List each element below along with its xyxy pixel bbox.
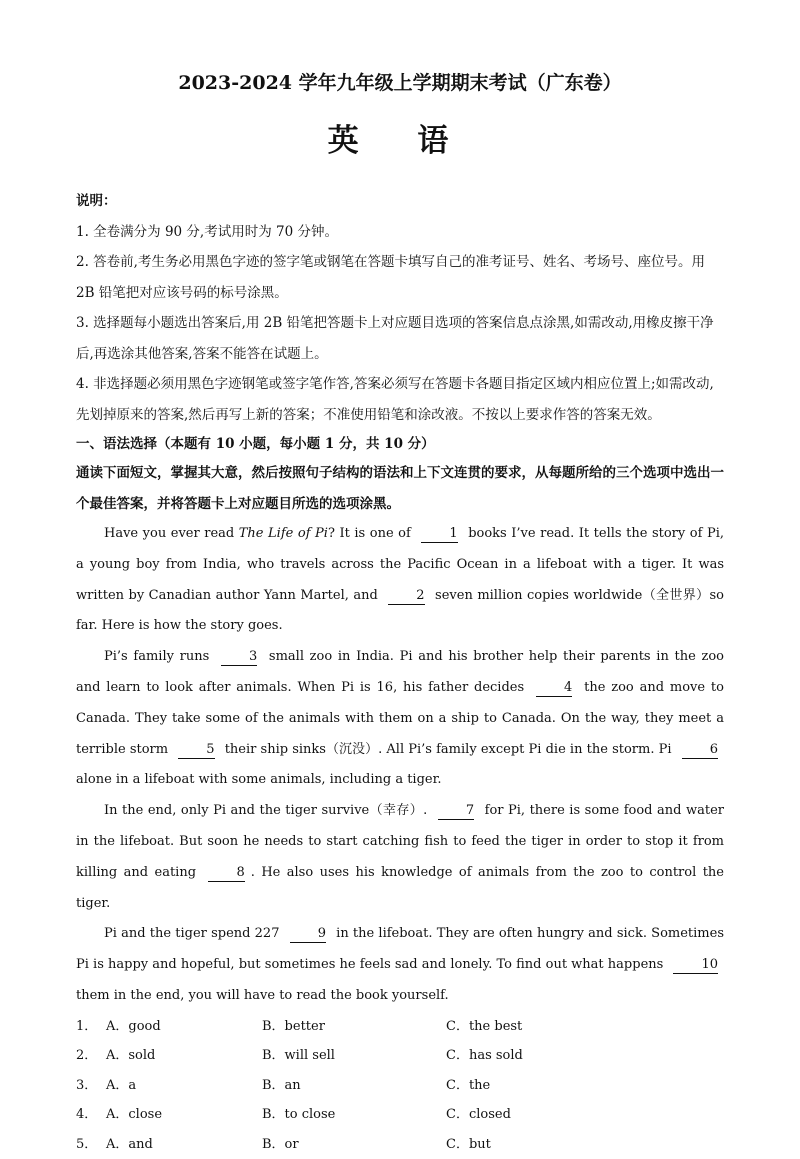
notes-heading: 说明： [76,193,117,209]
passage-text: their ship sinks（沉没）. All Pi’s family except Pi die in the storm. Pi [220,741,676,757]
blank-3: 3 [221,649,257,666]
note-item: 2. 答卷前,考生务必用黑色字迹的签字笔或钢笔在答题卡填写自己的准考证号、姓名、考场号、座位号。用 2B 铅笔把对应该号码的标号涂黑。 [76,254,705,301]
passage-text: Pi’s family runs [104,649,215,665]
passage-paragraph [76,519,724,642]
option-c[interactable]: C．the [446,1077,491,1093]
question-row [76,1130,724,1159]
option-b[interactable]: B．to close [262,1107,336,1123]
passage-text: alone in a lifeboat with some animals, including a tiger. [76,772,442,788]
question-row [76,1071,724,1101]
passage-text: seven million copies worldwide（全世界）so far. Here is how the story goes. [76,587,724,634]
passage-text: the zoo and move to Canada. They take some of the animals with them on a ship to Canada. On the way, they meet a terrible storm [76,679,724,757]
book-title: The Life of Pi [238,526,328,541]
blank-5: 5 [178,742,214,759]
section-title: 一、语法选择（本题有 10 小题，每小题 1 分，共 10 分） [76,436,435,452]
passage-text: . He also uses his knowledge of animals from the zoo to control the tiger. [76,864,724,911]
question-number: 3． [76,1077,98,1093]
passage-paragraph [76,796,724,919]
blank-4: 4 [536,680,572,697]
exam-page [76,64,724,1159]
question-number: 2． [76,1048,98,1064]
passage-text: them in the end, you will have to read the book yourself. [76,987,449,1003]
instructions-notes [76,186,724,430]
passage-paragraph [76,919,724,1011]
passage-text: small zoo in India. Pi and his brother help their parents in the zoo and learn to look after animals. When Pi is 16, his father decides [76,649,724,695]
option-b[interactable]: B．an [262,1077,301,1093]
blank-9: 9 [290,926,326,943]
question-number: 1． [76,1018,98,1034]
blank-10: 10 [673,957,718,974]
section-instruction: 通读下面短文，掌握其大意，然后按照句子结构的语法和上下文连贯的要求，从每题所给的三个选项中选出一个最佳答案，并将答题卡上对应题目所选的选项涂黑。 [76,465,724,512]
note-item: 3. 选择题每小题选出答案后,用 2B 铅笔把答题卡上对应题目选项的答案信息点涂黑,如需改动,用橡皮擦干净后,再选涂其他答案,答案不能答在试题上。 [76,315,714,362]
option-b[interactable]: B．or [262,1136,299,1152]
question-number: 5． [76,1136,98,1152]
option-a[interactable]: A．a [106,1077,137,1093]
option-a[interactable]: A．sold [106,1048,156,1064]
option-c[interactable]: C．closed [446,1107,511,1123]
option-a[interactable]: A．and [106,1136,153,1152]
option-c[interactable]: C．the best [446,1018,523,1034]
passage-text: Pi and the tiger spend 227 [104,926,284,942]
question-row [76,1041,724,1071]
blank-6: 6 [682,742,718,759]
passage-text: ? It is one of [327,526,416,541]
blank-8: 8 [208,865,244,882]
blank-7: 7 [438,803,474,820]
option-c[interactable]: C．has sold [446,1048,523,1064]
note-item: 4. 非选择题必须用黑色字迹钢笔或签字笔作答,答案必须写在答题卡各题目指定区域内相应位置上;如需改动,先划掉原来的答案,然后再写上新的答案；不准使用铅笔和涂改液。不按以上要求作答的答案无效。 [76,376,714,423]
passage-text: in the lifeboat. They are often hungry and sick. Sometimes Pi is happy and hopeful, but sometimes he feels sad and lonely. To find out what happens [76,926,724,973]
subject-title: 英 语 [327,123,473,159]
passage-text: In the end, only Pi and the tiger survive（幸存）. [104,803,432,819]
option-a[interactable]: A．good [106,1018,161,1034]
question-list [76,1012,724,1159]
passage-paragraph [76,642,724,796]
question-number: 4． [76,1107,98,1123]
blank-1: 1 [421,526,457,543]
note-item: 1. 全卷满分为 90 分,考试用时为 70 分钟。 [76,223,338,240]
question-row [76,1100,724,1130]
exam-title: 2023-2024 学年九年级上学期期末考试（广东卷） [178,72,622,94]
passage-text: for Pi, there is some food and water in the lifeboat. But soon he needs to start catching fish to feed the tiger in order to stop it from killing and eating [76,803,724,880]
option-b[interactable]: B．better [262,1018,325,1034]
blank-2: 2 [388,588,424,605]
option-b[interactable]: B．will sell [262,1048,335,1064]
question-row [76,1012,724,1042]
passage-text: books I’ve read. It tells the story of Pi, a young boy from India, who travels across the Pacific Ocean in a lifeboat with a tiger. It was written by Canadian author Yann Martel, and [76,526,724,603]
option-c[interactable]: C．but [446,1136,491,1152]
reading-passage [76,519,724,1012]
option-a[interactable]: A．close [106,1107,163,1123]
passage-text: Have you ever read [104,526,239,541]
